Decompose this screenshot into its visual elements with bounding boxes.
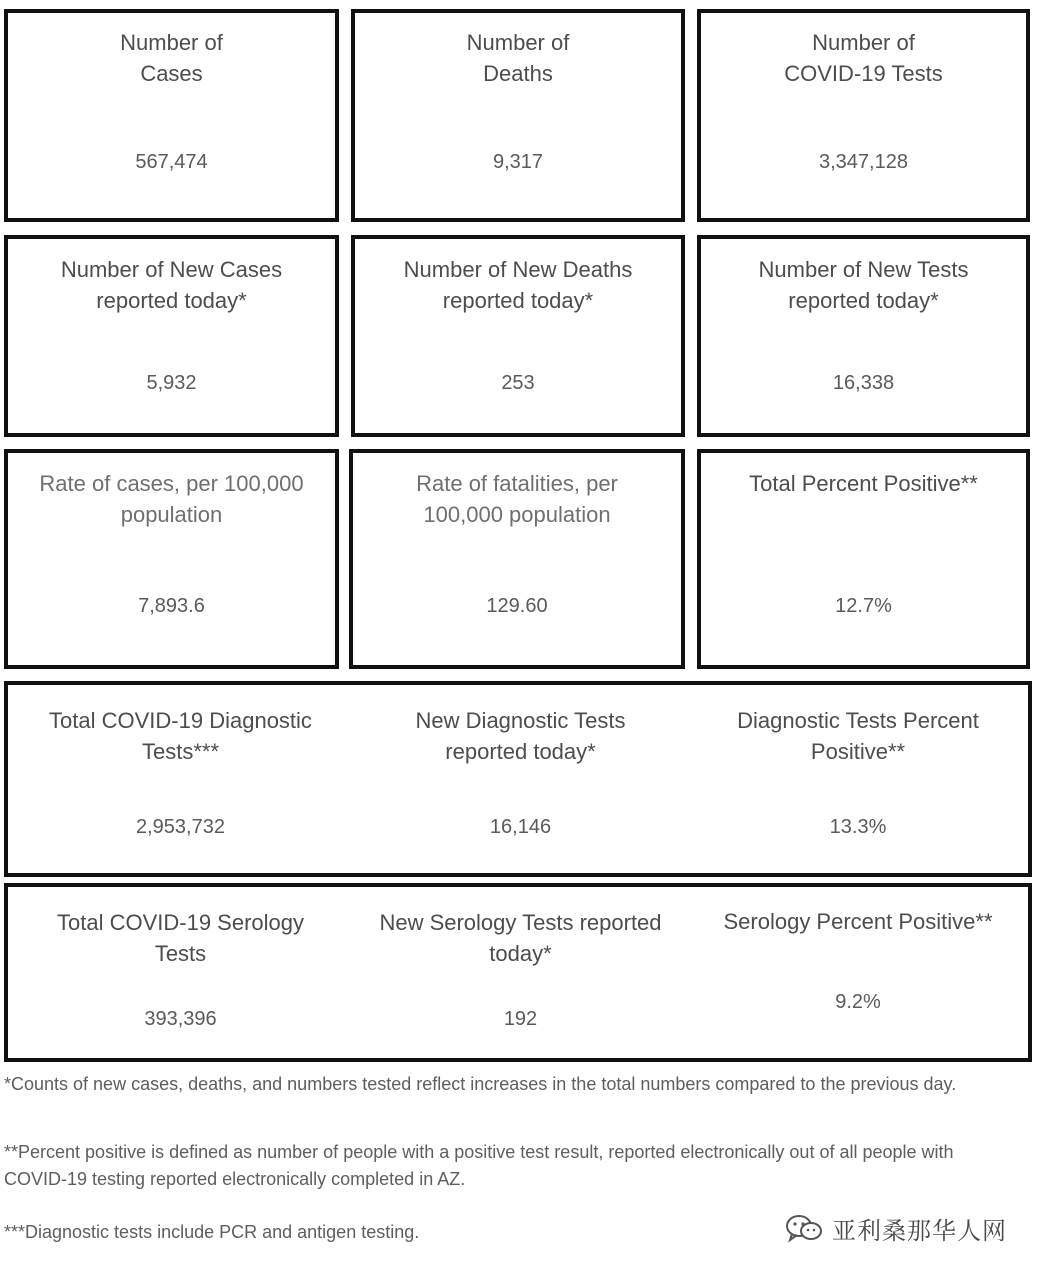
diagnostic-panel bbox=[4, 681, 1032, 877]
percent-positive-label: Total Percent Positive** bbox=[749, 471, 978, 496]
tests-card bbox=[697, 9, 1030, 222]
footnote-percent-positive: **Percent positive is defined as number of people with a positive test result, reported electronically out of all people with COVID-19 testing reported electronically completed in AZ. bbox=[4, 1142, 954, 1189]
new-deaths-label: Number of New Deaths reported today* bbox=[403, 257, 633, 313]
new-tests-value: 16,338 bbox=[832, 372, 895, 394]
diagnostic-new-label: New Diagnostic Tests reported today* bbox=[415, 708, 626, 764]
new-tests-label: Number of New Tests reported today* bbox=[758, 257, 969, 313]
new-tests-card bbox=[697, 235, 1030, 437]
tests-label: Number of COVID-19 Tests bbox=[784, 30, 943, 86]
footnote-new-counts: *Counts of new cases, deaths, and numbers tested reflect increases in the total numbers compared to the previous day. bbox=[4, 1074, 957, 1094]
percent-positive-value: 12.7% bbox=[835, 595, 892, 617]
diagnostic-new-cell bbox=[353, 685, 688, 873]
serology-total-label: Total COVID-19 Serology Tests bbox=[57, 910, 304, 966]
new-deaths-value: 253 bbox=[501, 372, 535, 394]
watermark bbox=[784, 1212, 1007, 1244]
footnote-diagnostic-tests: ***Diagnostic tests include PCR and antigen testing. bbox=[4, 1222, 420, 1242]
serology-new-label: New Serology Tests reported today* bbox=[379, 910, 662, 966]
diagnostic-percent-cell bbox=[688, 685, 1028, 873]
diagnostic-total-value: 2,953,732 bbox=[136, 816, 225, 838]
deaths-value: 9,317 bbox=[492, 151, 544, 173]
cases-card bbox=[4, 9, 339, 222]
wechat-icon bbox=[784, 1213, 824, 1243]
case-rate-label: Rate of cases, per 100,000 population bbox=[39, 471, 304, 527]
serology-new-cell bbox=[353, 887, 688, 1058]
deaths-card bbox=[351, 9, 685, 222]
fatality-rate-label: Rate of fatalities, per 100,000 population bbox=[416, 471, 618, 527]
percent-positive-card bbox=[697, 449, 1030, 669]
serology-percent-label: Serology Percent Positive** bbox=[723, 909, 993, 934]
new-cases-card bbox=[4, 235, 339, 437]
fatality-rate-value: 129.60 bbox=[486, 595, 548, 617]
case-rate-value: 7,893.6 bbox=[138, 595, 205, 617]
diagnostic-percent-label: Diagnostic Tests Percent Positive** bbox=[737, 708, 979, 764]
cases-value: 567,474 bbox=[135, 151, 208, 173]
serology-total-value: 393,396 bbox=[144, 1008, 217, 1030]
case-rate-card bbox=[4, 449, 339, 669]
serology-percent-value: 9.2% bbox=[835, 991, 881, 1013]
serology-new-value: 192 bbox=[503, 1008, 538, 1030]
serology-panel bbox=[4, 883, 1032, 1062]
serology-percent-cell bbox=[688, 887, 1028, 1058]
fatality-rate-card bbox=[349, 449, 685, 669]
diagnostic-total-cell bbox=[8, 685, 353, 873]
new-cases-label: Number of New Cases reported today* bbox=[60, 257, 283, 313]
new-deaths-card bbox=[351, 235, 685, 437]
diagnostic-total-label: Total COVID-19 Diagnostic Tests*** bbox=[49, 708, 312, 764]
diagnostic-new-value: 16,146 bbox=[489, 816, 552, 838]
tests-value: 3,347,128 bbox=[819, 151, 908, 173]
diagnostic-percent-value: 13.3% bbox=[829, 816, 887, 838]
watermark-text: 亚利桑那华人网 bbox=[832, 1216, 1007, 1245]
deaths-label: Number of Deaths bbox=[466, 30, 570, 86]
new-cases-value: 5,932 bbox=[146, 372, 197, 394]
serology-total-cell bbox=[8, 887, 353, 1058]
cases-label: Number of Cases bbox=[120, 30, 223, 86]
